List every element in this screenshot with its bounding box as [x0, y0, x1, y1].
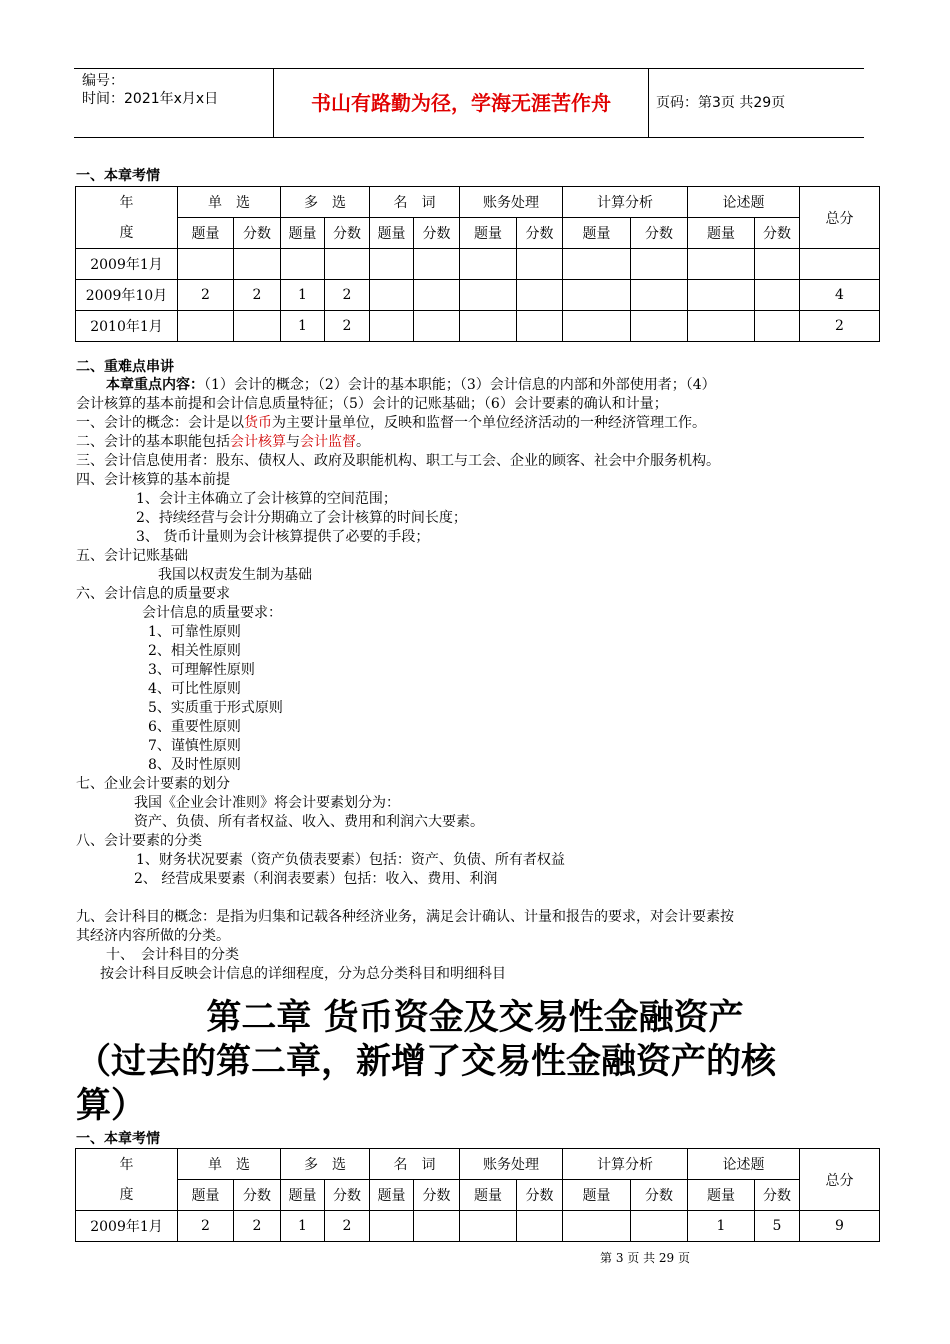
value-cell: [414, 249, 460, 280]
users-line: 三、会计信息使用者：股东、债权人、政府及职能机构、职工与工会、企业的顾客、社会中介服务机构。: [76, 453, 720, 469]
sub-header-cell: 题量: [688, 218, 755, 249]
sub-header-cell: 题量: [281, 218, 325, 249]
premise-item: 1、会计主体确立了会计核算的空间范围；: [136, 491, 397, 507]
value-cell: [178, 311, 234, 342]
total-header: 总分: [800, 187, 880, 249]
sub-header-cell: 分数: [414, 1180, 460, 1211]
value-cell: [414, 280, 460, 311]
account-concept-2: 其经济内容所做的分类。: [76, 928, 230, 944]
table-row: [76, 280, 880, 311]
value-cell: 1: [688, 1211, 755, 1242]
value-cell: 2: [325, 311, 370, 342]
quality-sub: 会计信息的质量要求：: [142, 605, 282, 621]
exam-table-1: [75, 186, 880, 342]
value-cell: [517, 280, 563, 311]
sub-header-cell: 题量: [178, 218, 234, 249]
premise-title: 四、会计核算的基本前提: [76, 472, 230, 488]
elements-line2: 资产、负债、所有者权益、收入、费用和利润六大要素。: [134, 814, 484, 830]
year-header: 年 度: [76, 187, 178, 249]
value-cell: [460, 311, 517, 342]
value-cell: [755, 280, 800, 311]
table-row: [76, 1211, 880, 1242]
value-cell: [563, 249, 631, 280]
value-cell: [370, 280, 414, 311]
value-cell: [688, 249, 755, 280]
class-item: 2、 经营成果要素（利润表要素）包括：收入、费用、利润: [134, 871, 498, 887]
value-cell: [325, 249, 370, 280]
total-cell: 2: [800, 311, 880, 342]
quality-title: 六、会计信息的质量要求: [76, 586, 230, 602]
quality-item: 1、可靠性原则: [148, 624, 241, 640]
header-meta: [74, 69, 274, 137]
key-points-text2: 会计核算的基本前提和会计信息质量特征；（5）会计的记账基础；（6）会计要素的确认和计量；: [76, 396, 668, 412]
total-cell: [800, 249, 880, 280]
value-cell: [755, 311, 800, 342]
group-calc: 计算分析: [563, 187, 688, 218]
sub-header-cell: 题量: [563, 218, 631, 249]
year-header: 年 度: [76, 1149, 178, 1211]
quality-item: 5、实质重于形式原则: [148, 700, 283, 716]
value-cell: 5: [755, 1211, 800, 1242]
total-header: 总分: [800, 1149, 880, 1211]
value-cell: [631, 1211, 688, 1242]
premise-item: 2、持续经营与会计分期确立了会计核算的时间长度；: [136, 510, 467, 526]
value-cell: [414, 1211, 460, 1242]
section-title-2: 二、重难点串讲: [76, 359, 174, 375]
sub-header-row: [76, 218, 880, 249]
value-cell: [281, 249, 325, 280]
sub-header-cell: 分数: [325, 218, 370, 249]
sub-header-row: [76, 1180, 880, 1211]
basis-title: 五、会计记账基础: [76, 548, 188, 564]
value-cell: [517, 311, 563, 342]
value-cell: 2: [325, 1211, 370, 1242]
group-term: 名 词: [370, 187, 460, 218]
group-term: 名 词: [370, 1149, 460, 1180]
value-cell: [688, 311, 755, 342]
year-cell: 2009年1月: [76, 249, 178, 280]
sub-header-cell: 题量: [281, 1180, 325, 1211]
value-cell: [234, 249, 281, 280]
year-cell: 2009年10月: [76, 280, 178, 311]
account-class-text: 按会计科目反映会计信息的详细程度，分为总分类科目和明细科目: [100, 966, 506, 982]
value-cell: [563, 1211, 631, 1242]
chapter-subtitle-2: 算）: [76, 1085, 147, 1126]
sub-header-cell: 分数: [517, 1180, 563, 1211]
value-cell: [460, 249, 517, 280]
sub-header-cell: 分数: [631, 1180, 688, 1211]
time-label: 时间：2021年x月x日: [82, 91, 219, 107]
key-points-text: （1）会计的概念；（2）会计的基本职能；（3）会计信息的内部和外部使用者；（4）: [204, 377, 716, 393]
elements-line1: 我国《企业会计准则》将会计要素划分为：: [134, 795, 400, 811]
year-cell: 2009年1月: [76, 1211, 178, 1242]
value-cell: [631, 280, 688, 311]
sub-header-cell: 分数: [234, 1180, 281, 1211]
value-cell: 1: [281, 1211, 325, 1242]
group-essay: 论述题: [688, 187, 800, 218]
group-single: 单 选: [178, 187, 281, 218]
value-cell: [178, 249, 234, 280]
value-cell: [563, 280, 631, 311]
sub-header-cell: 分数: [517, 218, 563, 249]
value-cell: 2: [234, 1211, 281, 1242]
group-essay: 论述题: [688, 1149, 800, 1180]
value-cell: 1: [281, 280, 325, 311]
account-concept-1: 九、会计科目的概念：是指为归集和记载各种经济业务，满足会计确认、计量和报告的要求，对会计要素按: [76, 909, 734, 925]
total-cell: 4: [800, 280, 880, 311]
quality-item: 4、可比性原则: [148, 681, 241, 697]
value-cell: [631, 249, 688, 280]
value-cell: 2: [234, 280, 281, 311]
table-row: [76, 311, 880, 342]
header-page: 页码：第3页 共29页: [656, 95, 786, 111]
table-row: [76, 249, 880, 280]
chapter-subtitle-1: （过去的第二章，新增了交易性金融资产的核: [76, 1041, 777, 1082]
value-cell: [688, 280, 755, 311]
value-cell: [755, 249, 800, 280]
value-cell: [370, 1211, 414, 1242]
class-title: 八、会计要素的分类: [76, 833, 202, 849]
total-cell: 9: [800, 1211, 880, 1242]
sub-header-cell: 分数: [414, 218, 460, 249]
group-multi: 多 选: [281, 1149, 370, 1180]
value-cell: [460, 280, 517, 311]
value-cell: 2: [178, 1211, 234, 1242]
page-footer: 第 3 页 共 29 页: [600, 1251, 690, 1265]
sub-header-cell: 题量: [370, 1180, 414, 1211]
content-body: [76, 376, 866, 984]
exam-table-2: [75, 1148, 880, 1242]
value-cell: 2: [325, 280, 370, 311]
functions-line: 二、会计的基本职能包括会计核算与会计监督。: [76, 434, 370, 450]
value-cell: [631, 311, 688, 342]
quality-item: 8、及时性原则: [148, 757, 241, 773]
quality-item: 7、谨慎性原则: [148, 738, 241, 754]
group-calc: 计算分析: [563, 1149, 688, 1180]
value-cell: 1: [281, 311, 325, 342]
concept-line: 一、会计的概念：会计是以货币为主要计量单位，反映和监督一个单位经济活动的一种经济管理工作。: [76, 415, 706, 431]
quality-item: 6、重要性原则: [148, 719, 241, 735]
premise-item: 3、 货币计量则为会计核算提供了必要的手段；: [136, 529, 430, 545]
sub-header-cell: 分数: [755, 218, 800, 249]
elements-title: 七、企业会计要素的划分: [76, 776, 230, 792]
sub-header-cell: 题量: [688, 1180, 755, 1211]
code-label: 编号：: [82, 73, 124, 89]
value-cell: 2: [178, 280, 234, 311]
class-item: 1、财务状况要素（资产负债表要素）包括：资产、负债、所有者权益: [136, 852, 565, 868]
chapter-title: 第二章 货币资金及交易性金融资产: [206, 997, 744, 1038]
sub-header-cell: 题量: [370, 218, 414, 249]
value-cell: [370, 311, 414, 342]
sub-header-cell: 分数: [631, 218, 688, 249]
sub-header-cell: 题量: [178, 1180, 234, 1211]
sub-header-cell: 分数: [234, 218, 281, 249]
quality-item: 3、可理解性原则: [148, 662, 255, 678]
group-accounting: 账务处理: [460, 1149, 563, 1180]
value-cell: [460, 1211, 517, 1242]
page-header: [74, 68, 864, 138]
group-accounting: 账务处理: [460, 187, 563, 218]
value-cell: [517, 1211, 563, 1242]
sub-header-cell: 题量: [460, 1180, 517, 1211]
key-points-label: 本章重点内容：: [106, 377, 204, 393]
group-single: 单 选: [178, 1149, 281, 1180]
value-cell: [234, 311, 281, 342]
group-multi: 多 选: [281, 187, 370, 218]
section-title-1: 一、本章考情: [76, 168, 160, 184]
section-title-3: 一、本章考情: [76, 1131, 160, 1147]
header-motto: 书山有路勤为径，学海无涯苦作舟: [274, 69, 649, 137]
sub-header-cell: 分数: [755, 1180, 800, 1211]
value-cell: [517, 249, 563, 280]
value-cell: [414, 311, 460, 342]
sub-header-cell: 分数: [325, 1180, 370, 1211]
sub-header-cell: 题量: [460, 218, 517, 249]
value-cell: [563, 311, 631, 342]
basis-text: 我国以权责发生制为基础: [158, 567, 312, 583]
account-class-title: 十、 会计科目的分类: [106, 947, 239, 963]
quality-item: 2、相关性原则: [148, 643, 241, 659]
year-cell: 2010年1月: [76, 311, 178, 342]
value-cell: [370, 249, 414, 280]
sub-header-cell: 题量: [563, 1180, 631, 1211]
